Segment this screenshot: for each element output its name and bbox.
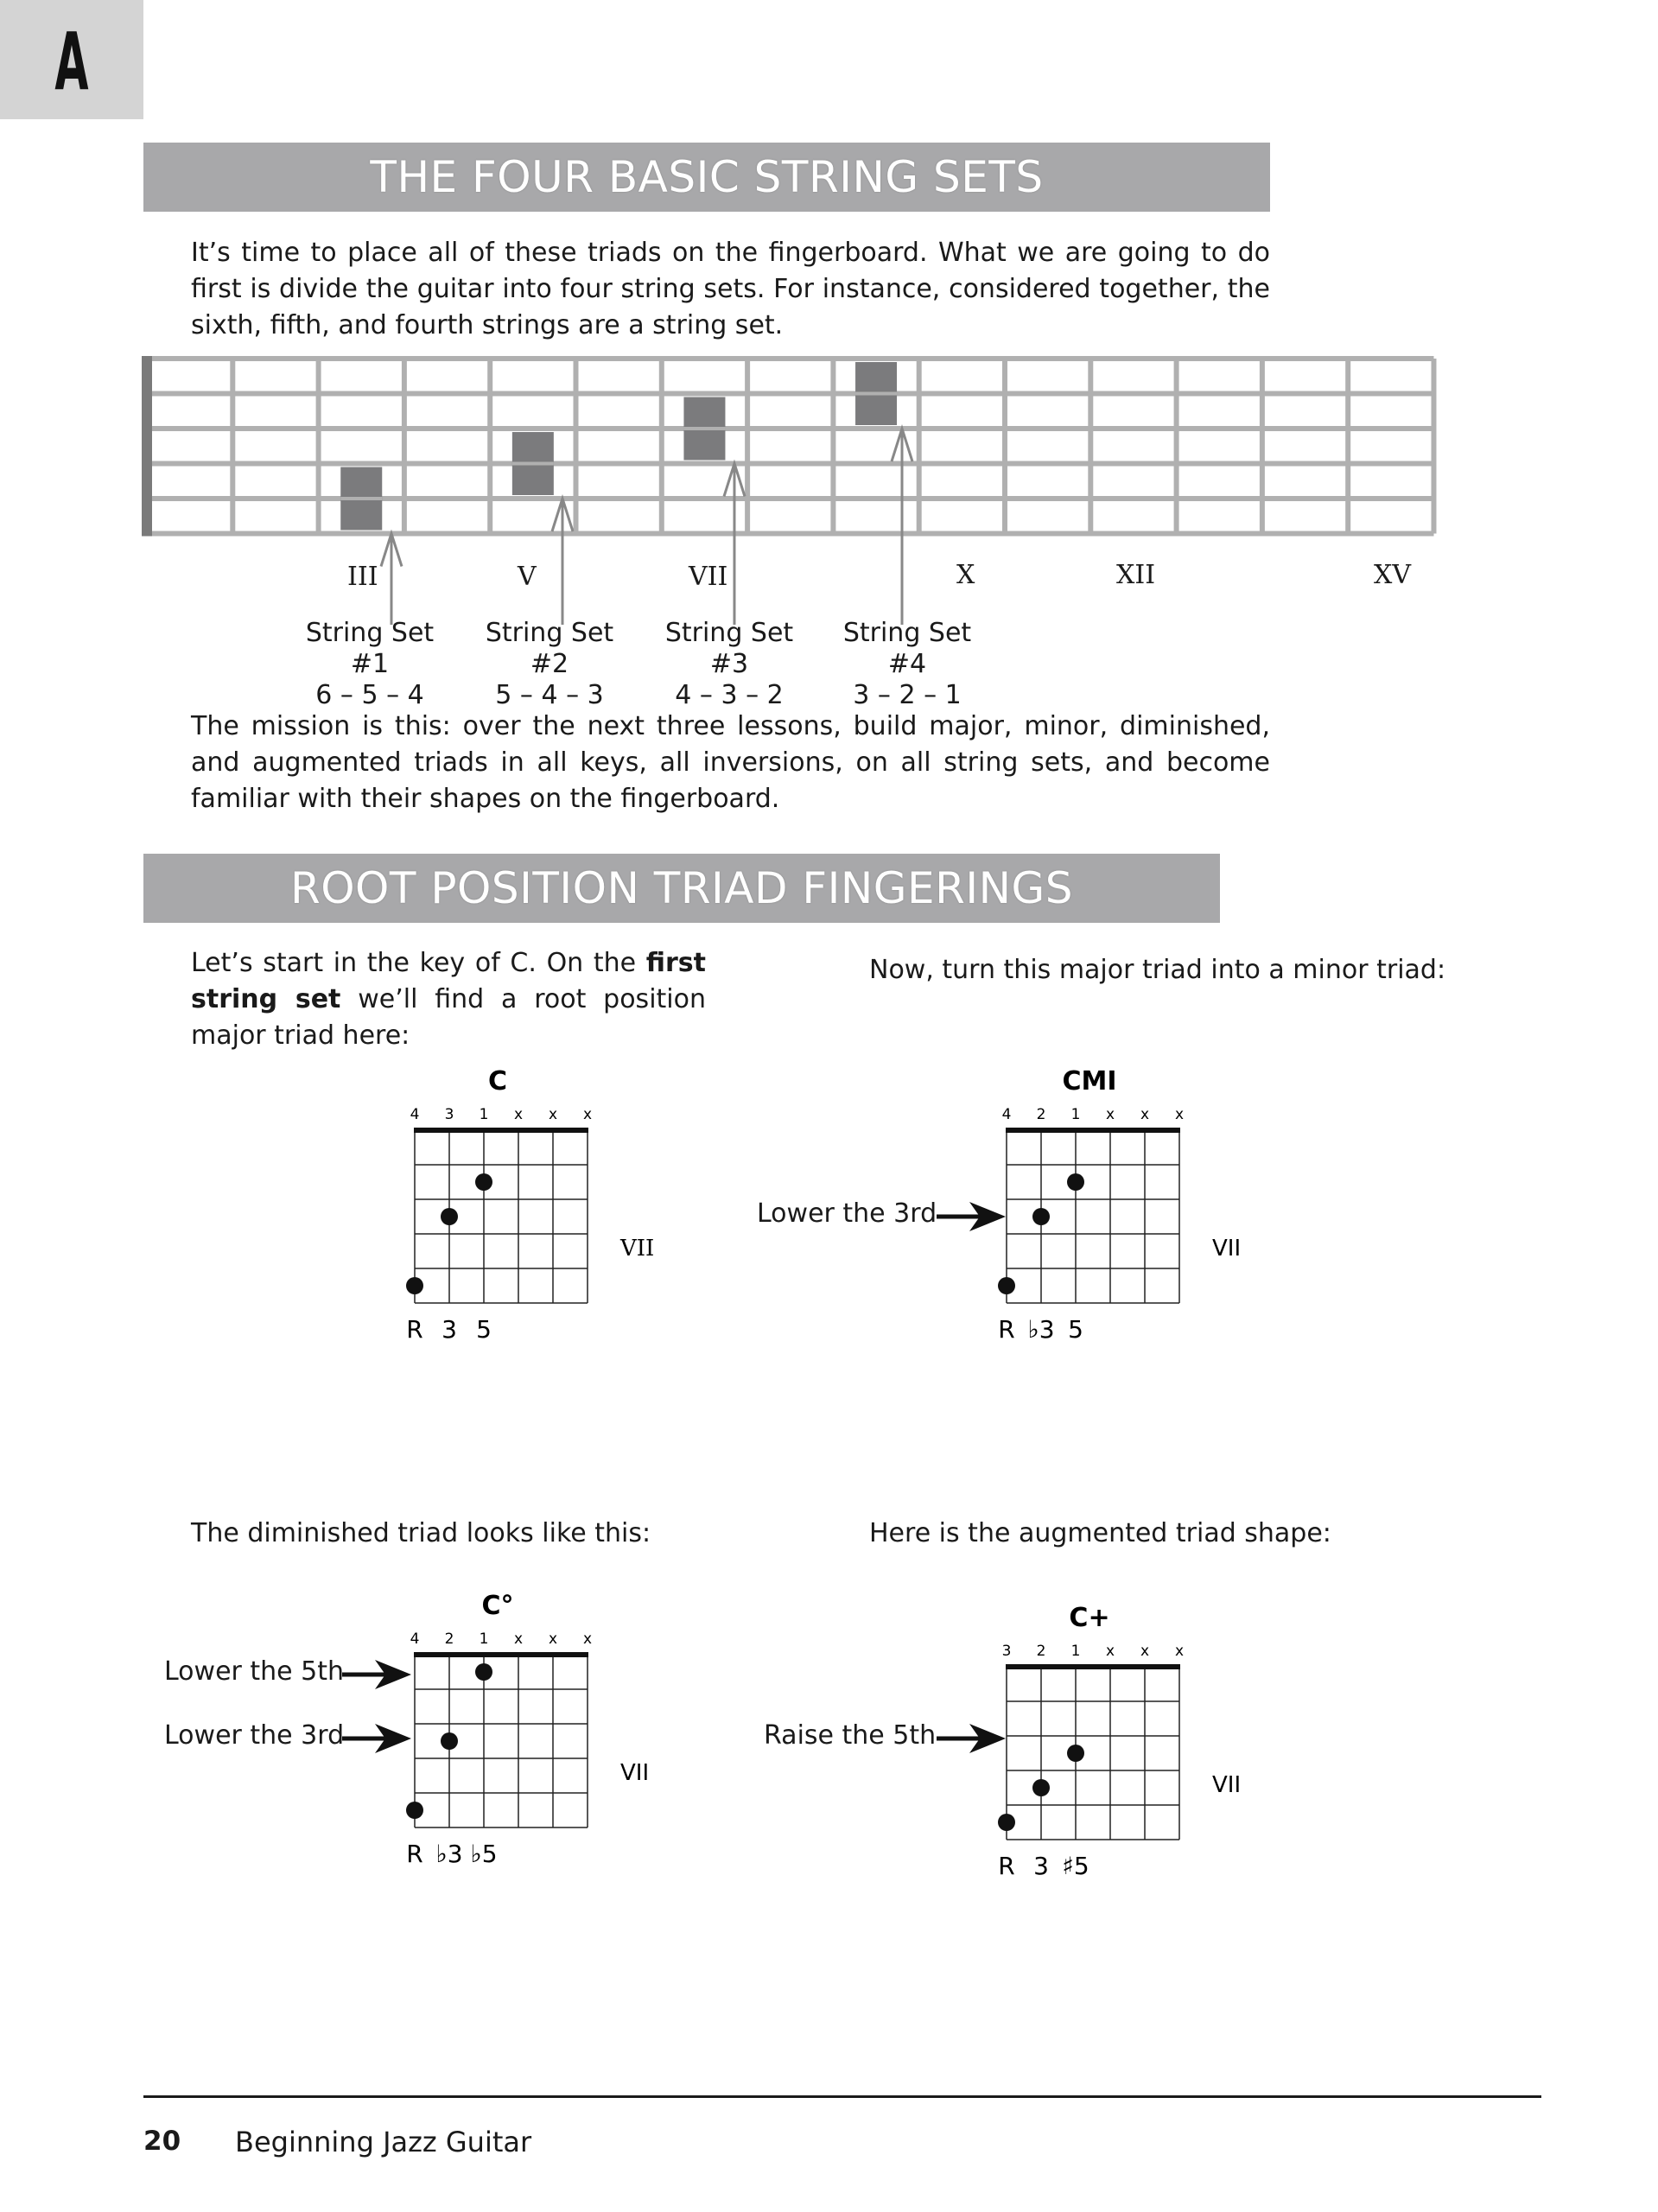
arrow-right-icon [340, 1721, 413, 1756]
fret-label-x: X [956, 560, 975, 590]
finger-number: x [582, 1106, 593, 1123]
chapter-tab-letter: A [54, 16, 89, 108]
string-set-3 [645, 618, 814, 711]
string-set-4-strings: 3 – 2 – 1 [853, 680, 962, 710]
string-set-1-strings: 6 – 5 – 4 [315, 680, 424, 710]
position-marker: VII [620, 1760, 650, 1786]
chord-grid [414, 1655, 588, 1827]
nut [142, 356, 152, 537]
chord-diagram-c-diminished [397, 1583, 657, 1868]
finger-number: x [513, 1630, 524, 1648]
page-number: 20 [143, 2126, 181, 2157]
finger-dot [475, 1663, 492, 1681]
finger-number: 2 [444, 1630, 454, 1648]
degree-label: 3 [441, 1315, 457, 1344]
section-title-root-position: ROOT POSITION TRIAD FINGERINGS [143, 854, 1220, 923]
chord-diagram-c-augmented [989, 1595, 1248, 1880]
intro-paragraph: It’s time to place all of these triads on the fingerboard. What we are going to do first is divide the guitar into four string sets. For instance, considered together, the sixth, fifth, and fourth strings are a string set. [191, 238, 1270, 340]
fret-label-v: V [518, 562, 537, 592]
lower-fifth-note: Lower the 5th [164, 1656, 345, 1687]
finger-dot [441, 1732, 458, 1750]
position-marker: VII [620, 1236, 655, 1262]
finger-numbers [1002, 1106, 1184, 1123]
finger-dot [1067, 1745, 1084, 1762]
footer-rule [143, 2095, 1541, 2098]
finger-number: x [1105, 1643, 1115, 1660]
finger-number: x [1105, 1106, 1115, 1123]
finger-number: 3 [444, 1106, 454, 1123]
finger-number: 4 [410, 1630, 420, 1648]
chord-name: CMI [1062, 1066, 1117, 1096]
lower-third-note-dim: Lower the 3rd [164, 1720, 345, 1751]
finger-number: 4 [410, 1106, 420, 1123]
fret-label-vii: VII [689, 562, 728, 592]
diminished-caption: The diminished triad looks like this: [191, 1518, 651, 1548]
arrow-right-icon [935, 1721, 1007, 1756]
finger-number: x [1140, 1106, 1150, 1123]
finger-dot [406, 1277, 423, 1294]
string-set-1-label: String Set #1 [305, 618, 435, 679]
finger-dot [998, 1814, 1015, 1831]
finger-number: x [1140, 1643, 1150, 1660]
arrow-right-icon [340, 1657, 413, 1692]
finger-dot [406, 1802, 423, 1819]
finger-number: 1 [1070, 1106, 1081, 1123]
fretboard-background [147, 359, 1434, 534]
chord-name: C [487, 1066, 508, 1096]
degree-label: ♭3 [435, 1840, 463, 1868]
augmented-caption: Here is the augmented triad shape: [869, 1518, 1331, 1548]
position-marker: VII [1212, 1772, 1242, 1798]
mission-paragraph: The mission is this: over the next three lessons, build major, minor, diminished, and augmented triads in all keys, all inversions, on all string sets, and become familiar with their shapes on the fingerboard. [191, 711, 1270, 814]
chord-name: C+ [1069, 1603, 1110, 1633]
chord-name: C° [481, 1591, 514, 1621]
finger-numbers [1002, 1643, 1184, 1660]
finger-dot [441, 1208, 458, 1225]
finger-dot [1032, 1208, 1050, 1225]
fret-label-iii: III [347, 562, 378, 592]
finger-number: 2 [1036, 1106, 1046, 1123]
string-set-2-strings: 5 – 4 – 3 [495, 680, 604, 710]
book-title: Beginning Jazz Guitar [235, 2126, 532, 2158]
degree-label: R [998, 1852, 1015, 1880]
finger-numbers [410, 1106, 592, 1123]
section-title-string-sets: THE FOUR BASIC STRING SETS [143, 143, 1270, 212]
root-position-intro [191, 945, 706, 1054]
finger-numbers [410, 1630, 592, 1648]
fret-label-xii: XII [1116, 560, 1156, 590]
degree-label: R [406, 1840, 423, 1868]
degree-label: 5 [476, 1315, 492, 1344]
intro-text-end: we’ll find a root position major triad here: [191, 984, 706, 1051]
degree-label: R [406, 1315, 423, 1344]
arrow-right-icon [935, 1199, 1007, 1234]
chord-grid [1006, 1130, 1180, 1303]
finger-number: 4 [1001, 1106, 1012, 1123]
string-set-4 [823, 618, 992, 711]
chord-diagram-c-major [397, 1058, 657, 1344]
finger-number: 1 [1070, 1643, 1081, 1660]
string-set-2 [465, 618, 634, 711]
chord-grid [1006, 1667, 1180, 1840]
finger-dot [1067, 1173, 1084, 1191]
finger-dot [998, 1277, 1015, 1294]
chapter-tab [0, 0, 143, 119]
string-set-3-label: String Set #3 [664, 618, 794, 679]
string-set-3-strings: 4 – 3 – 2 [675, 680, 784, 710]
finger-number: 2 [1036, 1643, 1046, 1660]
finger-number: x [548, 1630, 558, 1648]
degree-label: 5 [1068, 1315, 1083, 1344]
position-marker: VII [1212, 1236, 1242, 1262]
finger-number: x [548, 1106, 558, 1123]
finger-dot [1032, 1779, 1050, 1796]
degree-label: ♭3 [1027, 1315, 1055, 1344]
string-set-2-label: String Set #2 [485, 618, 614, 679]
string-set-4-label: String Set #4 [842, 618, 972, 679]
finger-number: x [1174, 1643, 1185, 1660]
finger-number: 1 [479, 1106, 489, 1123]
intro-text-bold: first string set [191, 948, 706, 1014]
lower-third-note: Lower the 3rd [757, 1198, 937, 1229]
raise-fifth-note: Raise the 5th [764, 1720, 937, 1751]
finger-number: 3 [1001, 1643, 1012, 1660]
finger-number: x [513, 1106, 524, 1123]
intro-text-start: Let’s start in the key of C. On the [191, 948, 646, 978]
chord-grid [414, 1130, 588, 1303]
string-set-1 [285, 618, 454, 711]
fret-label-xv: XV [1374, 560, 1412, 590]
finger-number: 1 [479, 1630, 489, 1648]
degree-label: R [998, 1315, 1015, 1344]
chord-diagram-c-minor [989, 1058, 1248, 1344]
degree-label: ♯5 [1062, 1852, 1089, 1880]
finger-number: x [582, 1630, 593, 1648]
finger-number: x [1174, 1106, 1185, 1123]
degree-label: 3 [1033, 1852, 1049, 1880]
degree-label: ♭5 [470, 1840, 498, 1868]
finger-dot [475, 1173, 492, 1191]
minor-caption: Now, turn this major triad into a minor triad: [869, 955, 1446, 985]
